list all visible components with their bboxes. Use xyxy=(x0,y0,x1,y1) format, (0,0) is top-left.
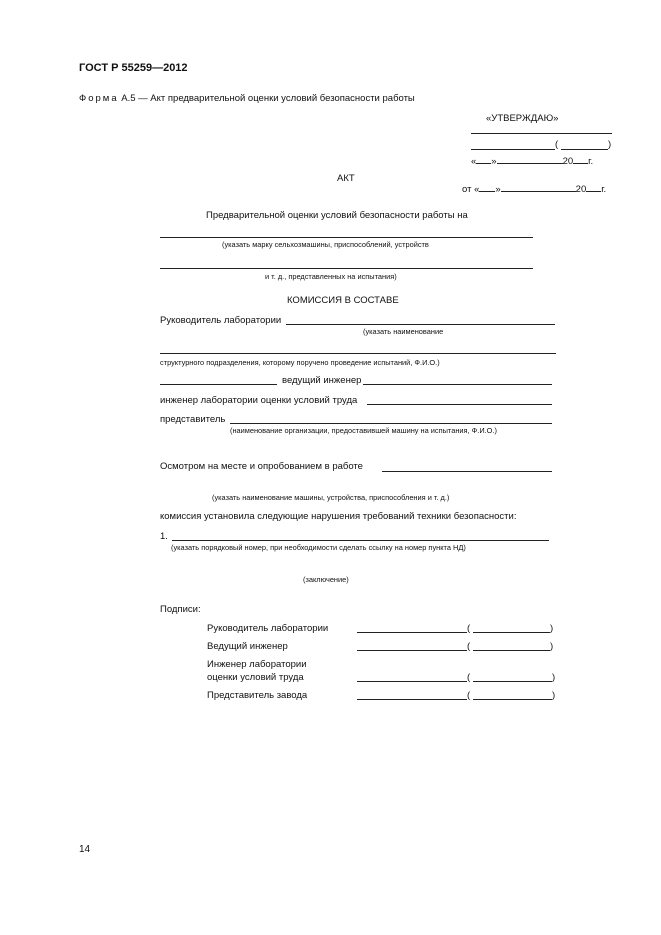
signature-paren-open: ( xyxy=(467,672,471,683)
signature-line-lab xyxy=(357,681,467,682)
signature-role-lead: Ведущий инженер xyxy=(207,641,288,652)
approval-year-prefix: 20 xyxy=(562,156,574,167)
head-of-lab-hint: (указать наименование xyxy=(363,327,444,336)
act-title: АКТ xyxy=(337,173,355,184)
approval-quote-open: « xyxy=(471,156,477,167)
standard-number: ГОСТ Р 55259—2012 xyxy=(79,62,188,74)
form-prefix: Форма xyxy=(79,93,119,104)
approval-year-suffix: г. xyxy=(588,156,594,167)
lab-engineer-label: инженер лаборатории оценки условий труда xyxy=(160,395,358,406)
head-of-lab-hint-2: структурного подразделения, которому поручено проведение испытаний, Ф.И.О.) xyxy=(160,358,440,367)
form-title xyxy=(79,94,415,104)
signature-paren-close: ) xyxy=(550,641,554,652)
form-number: А.5 xyxy=(121,93,136,104)
head-of-lab-label: Руководитель лаборатории xyxy=(160,315,282,326)
act-quote-close: » xyxy=(495,184,501,195)
signature-role-lab-2: оценки условий труда xyxy=(207,672,304,683)
approval-line-1 xyxy=(471,133,612,134)
inspection-label: Осмотром на месте и опробованием в работе xyxy=(160,461,363,472)
representative-label: представитель xyxy=(160,414,226,425)
approval-name-line xyxy=(561,149,608,150)
form-title-text: Акт предварительной оценки условий безопасности работы xyxy=(150,93,415,104)
signature-role-lab-1: Инженер лаборатории xyxy=(207,659,307,670)
signature-name-line-plant xyxy=(473,699,552,700)
commission-heading: КОМИССИЯ В СОСТАВЕ xyxy=(287,295,399,306)
signature-name-line-lead xyxy=(473,650,550,651)
lead-engineer-pre-line xyxy=(160,384,277,385)
approval-date xyxy=(471,157,593,167)
signature-paren-open: ( xyxy=(467,623,471,634)
act-day-line xyxy=(479,191,495,192)
approval-month-line xyxy=(497,163,563,164)
act-date-prefix: от « xyxy=(462,184,480,195)
act-year-prefix: 20 xyxy=(575,184,587,195)
signature-paren-close: ) xyxy=(552,690,556,701)
signature-paren-close: ) xyxy=(550,623,554,634)
signature-paren-open: ( xyxy=(467,690,471,701)
inspection-line xyxy=(382,471,552,472)
lead-engineer-line xyxy=(363,384,552,385)
conclusion-hint: (заключение) xyxy=(303,575,349,584)
act-month-line xyxy=(501,191,576,192)
act-year-line xyxy=(586,191,601,192)
signature-role-head: Руководитель лаборатории xyxy=(207,623,329,634)
approval-day-line xyxy=(476,163,491,164)
signature-paren-close: ) xyxy=(552,672,556,683)
subject-hint-1: (указать марку сельхозмашины, приспособлений, устройств xyxy=(222,240,429,249)
head-of-lab-line xyxy=(286,324,555,325)
subject-heading: Предварительной оценки условий безопасности работы на xyxy=(206,210,468,221)
representative-line xyxy=(230,423,552,424)
representative-hint: (наименование организации, предоставившей машину на испытания, Ф.И.О.) xyxy=(230,426,497,435)
subject-line-1 xyxy=(160,237,533,238)
violation-item-hint: (указать порядковый номер, при необходимости сделать ссылку на номер пункта НД) xyxy=(171,543,466,552)
signatures-heading: Подписи: xyxy=(160,604,201,615)
violations-statement: комиссия установила следующие нарушения требований техники безопасности: xyxy=(160,511,517,522)
subject-line-2 xyxy=(160,268,533,269)
approval-year-line xyxy=(573,163,588,164)
page-number: 14 xyxy=(79,844,91,855)
approval-stamp: «УТВЕРЖДАЮ» xyxy=(486,113,559,124)
inspection-hint: (указать наименование машины, устройства, приспособления и т. д.) xyxy=(212,493,450,502)
signature-paren-open: ( xyxy=(467,641,471,652)
violation-item-number: 1. xyxy=(160,531,168,542)
form-dash: — xyxy=(138,93,148,104)
act-date xyxy=(462,185,606,195)
signature-name-line-lab xyxy=(473,681,552,682)
signature-name-line-head xyxy=(473,632,550,633)
approval-line-2 xyxy=(471,149,555,150)
lab-engineer-line xyxy=(367,404,552,405)
violation-item-line xyxy=(172,540,549,541)
subject-hint-2: и т. д., представленных на испытания) xyxy=(265,272,397,281)
act-year-suffix: г. xyxy=(601,184,607,195)
approval-paren-close: ) xyxy=(608,139,612,150)
approval-quote-close: » xyxy=(491,156,497,167)
signature-line-head xyxy=(357,632,467,633)
signature-line-lead xyxy=(357,650,467,651)
head-of-lab-line-2 xyxy=(160,353,556,354)
lead-engineer-label: ведущий инженер xyxy=(282,375,362,386)
signature-role-plant: Представитель завода xyxy=(207,690,308,701)
signature-line-plant xyxy=(357,699,467,700)
approval-paren-open: ( xyxy=(555,139,559,150)
